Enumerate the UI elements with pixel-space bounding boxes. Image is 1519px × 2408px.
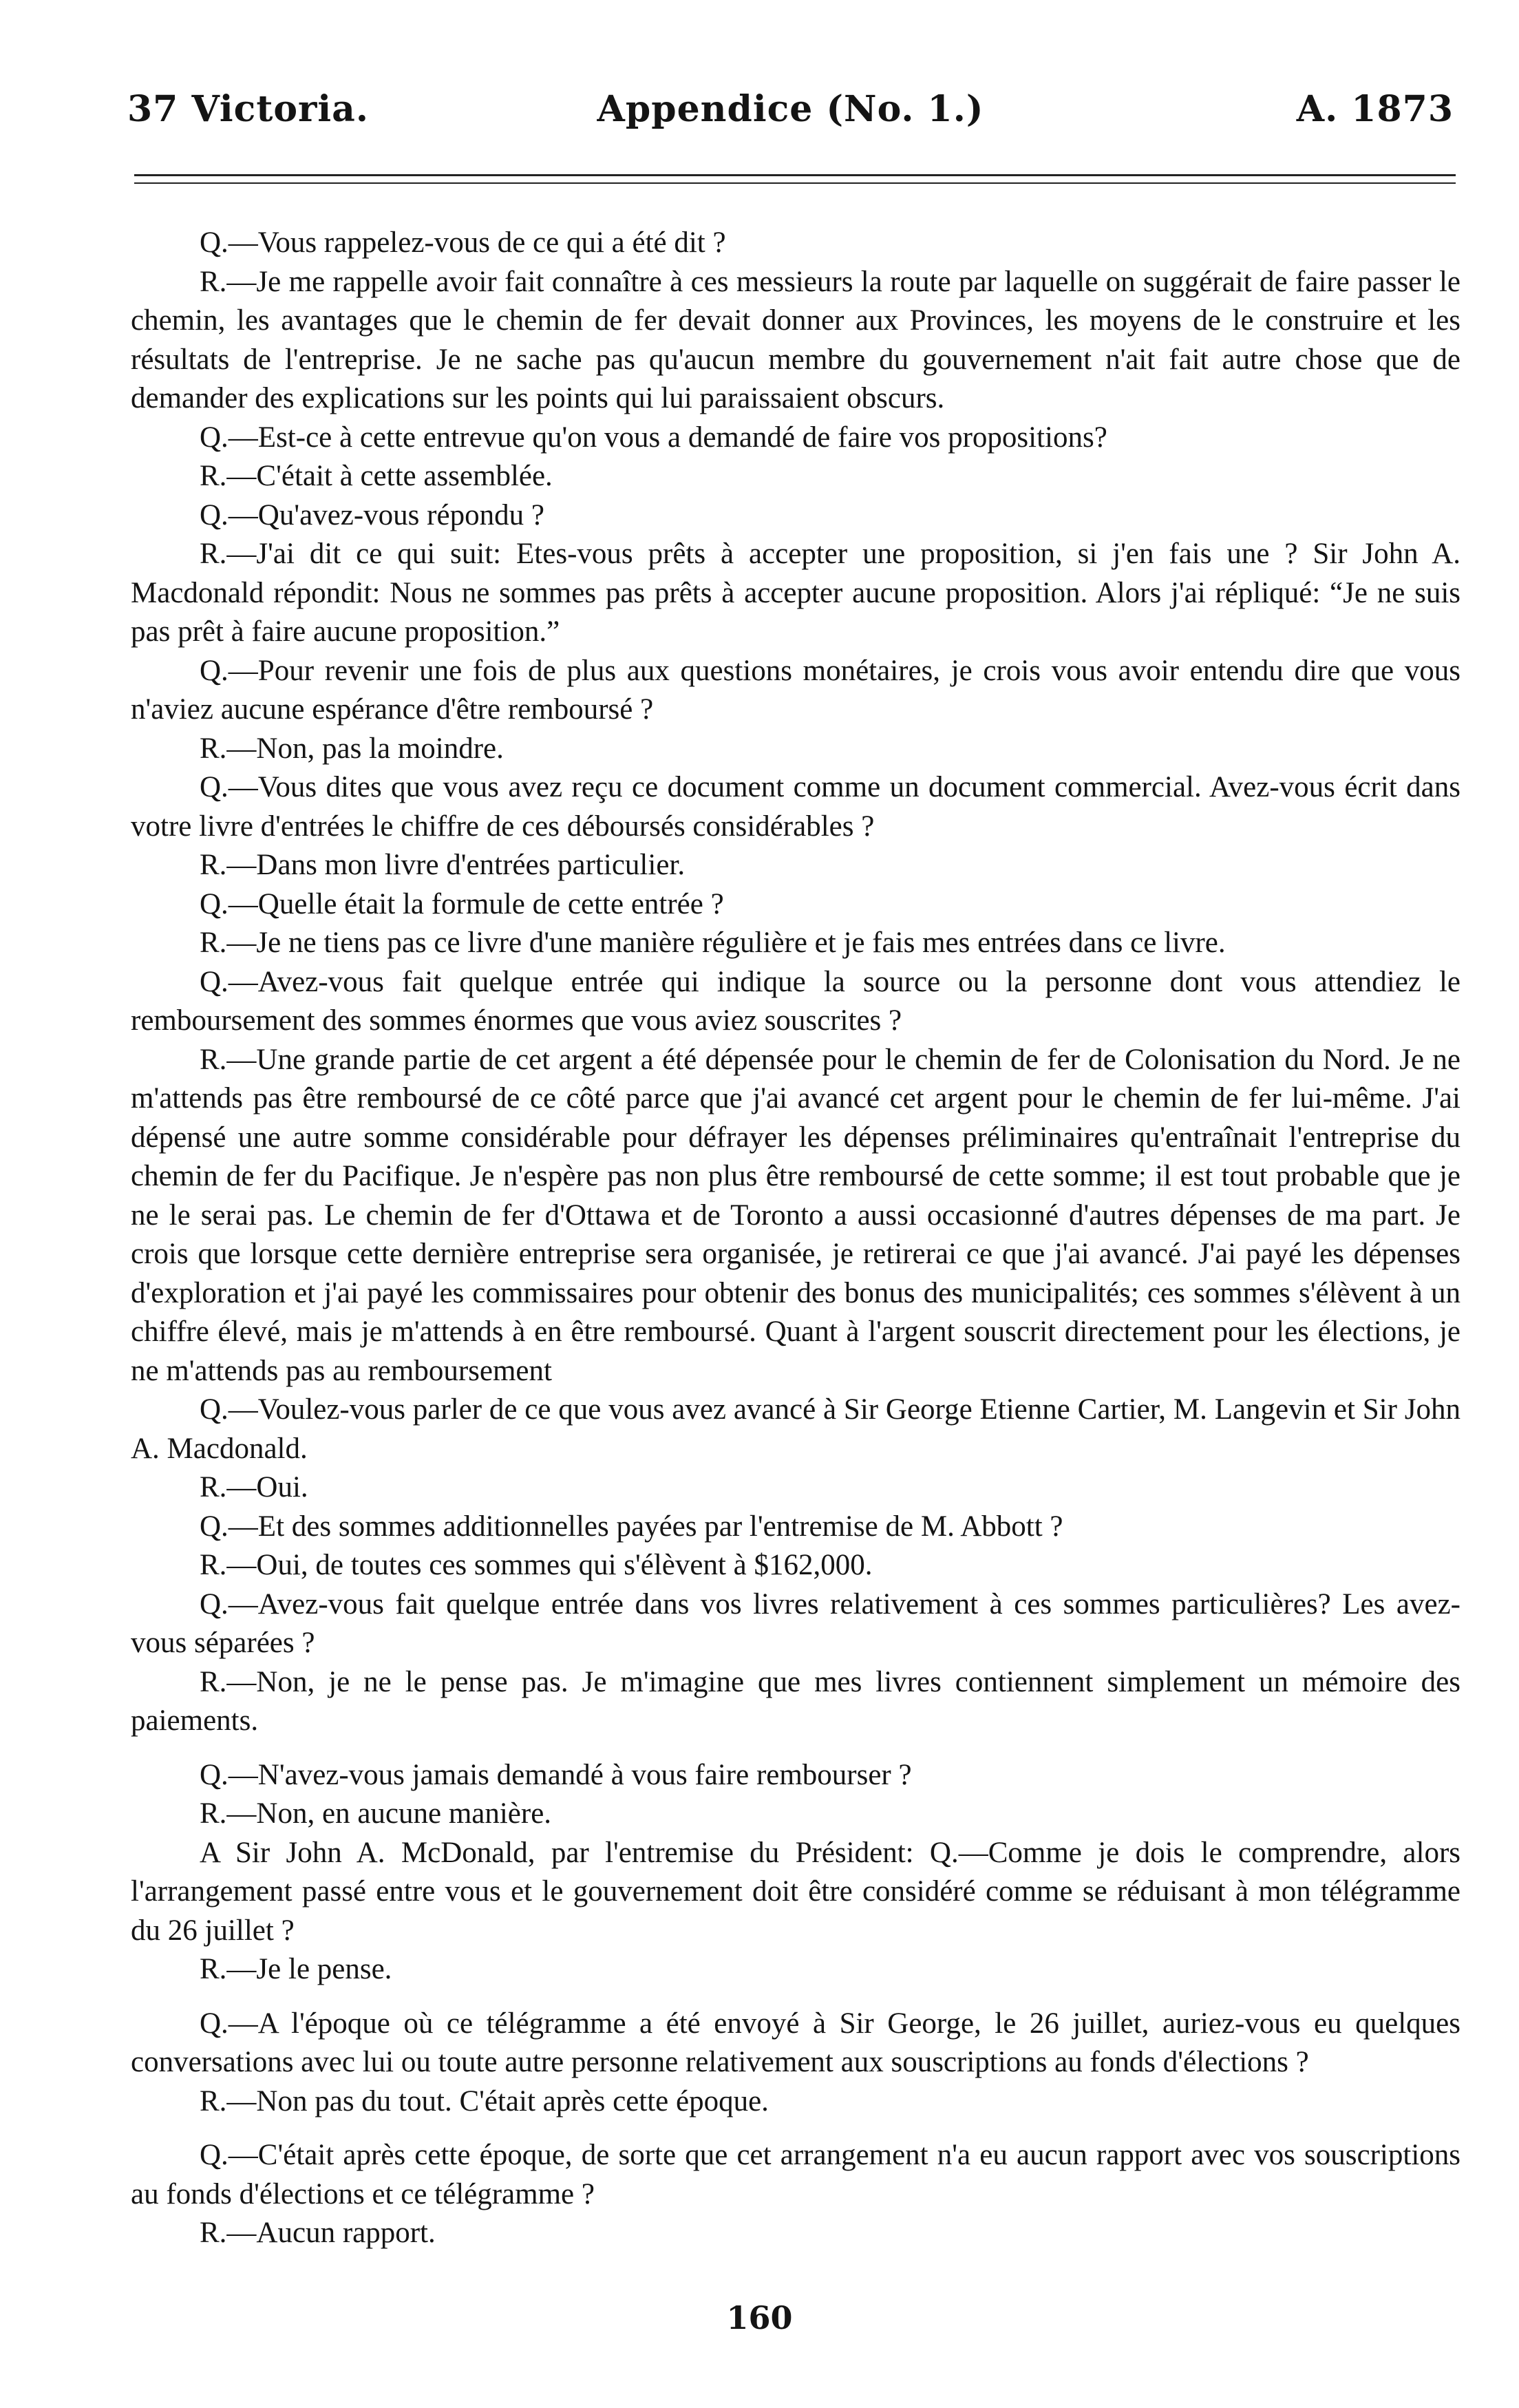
paragraph: Q.—Qu'avez-vous répondu ? <box>200 498 544 531</box>
paragraph: R.—Non, je ne le pense pas. Je m'imagine que mes livres contiennent simplement un mémoire des paiements. <box>131 1665 1460 1737</box>
page-number: 160 <box>726 2299 793 2336</box>
paragraph: Q.—Vous dites que vous avez reçu ce document comme un document commercial. Avez-vous écrit dans votre livre d'entrées le chiffre de ces déboursés considérables ? <box>131 771 1460 843</box>
header-year: A. 1873 <box>1296 88 1454 130</box>
header-rule-top <box>134 174 1456 176</box>
paragraph: Q.—Pour revenir une fois de plus aux questions monétaires, je crois vous avoir entendu dire que vous n'aviez aucune espérance d'être remboursé ? <box>131 654 1460 726</box>
paragraph: R.—Dans mon livre d'entrées particulier. <box>200 849 686 881</box>
paragraph: Q.—N'avez-vous jamais demandé à vous faire rembourser ? <box>200 1758 912 1791</box>
header-appendix: Appendice (No. 1.) <box>597 88 984 130</box>
testimony-body <box>131 224 1460 2253</box>
paragraph: Q.—Avez-vous fait quelque entrée dans vos livres relativement à ces sommes particulières? Les avez-vous séparées ? <box>131 1587 1460 1659</box>
paragraph: R.—C'était à cette assemblée. <box>200 460 553 492</box>
paragraph: R.—Je le pense. <box>200 1953 392 1985</box>
paragraph: R.—Je me rappelle avoir fait connaître à ces messieurs la route par laquelle on suggérait de faire passer le chemin, les avantages que le chemin de fer devait donner aux Provinces, les moyens de le construire et les résultats de l'entreprise. Je ne sache pas qu'aucun membre du gouvernement n'ait fait autre chose que de demander des explications sur les points qui lui paraissaient obscurs. <box>131 265 1460 414</box>
header-session: 37 Victoria. <box>127 88 369 130</box>
paragraph: Q.—Est-ce à cette entrevue qu'on vous a demandé de faire vos propositions? <box>200 421 1107 454</box>
paragraph: R.—Non, en aucune manière. <box>200 1797 552 1830</box>
paragraph: Q.—Voulez-vous parler de ce que vous avez avancé à Sir George Etienne Cartier, M. Langevin et Sir John A. Macdonald. <box>131 1393 1460 1465</box>
paragraph: Q.—A l'époque où ce télégramme a été envoyé à Sir George, le 26 juillet, auriez-vous eu quelques conversations avec lui ou toute autre personne relativement aux souscriptions au fonds d'élections ? <box>131 2007 1460 2078</box>
paragraph: R.—J'ai dit ce qui suit: Etes-vous prêts à accepter une proposition, si j'en fais une ? Sir John A. Macdonald répondit: Nous ne sommes pas prêts à accepter aucune proposition. Alors j'ai répliqué: “Je ne suis pas prêt à faire aucune proposition.” <box>131 538 1460 648</box>
paragraph: R.—Non pas du tout. C'était après cette époque. <box>200 2084 769 2117</box>
paragraph: A Sir John A. McDonald, par l'entremise du Président: Q.—Comme je dois le comprendre, alors l'arrangement passé entre vous et le gouvernement doit être considéré comme se réduisant à mon télégramme du 26 juillet ? <box>131 1836 1460 1947</box>
paragraph: R.—Non, pas la moindre. <box>200 732 504 765</box>
paragraph: Q.—Avez-vous fait quelque entrée qui indique la source ou la personne dont vous attendiez le remboursement des sommes énormes que vous aviez souscrites ? <box>131 965 1460 1037</box>
paragraph: Q.—Vous rappelez-vous de ce qui a été dit ? <box>200 226 726 259</box>
running-header <box>127 88 1454 143</box>
paragraph: Q.—Et des sommes additionnelles payées par l'entremise de M. Abbott ? <box>200 1510 1063 1543</box>
paragraph: R.—Oui. <box>200 1471 308 1503</box>
paragraph: R.—Aucun rapport. <box>200 2217 436 2249</box>
paragraph: R.—Je ne tiens pas ce livre d'une manière régulière et je fais mes entrées dans ce livre. <box>200 927 1226 959</box>
paragraph: R.—Une grande partie de cet argent a été dépensée pour le chemin de fer de Colonisation du Nord. Je ne m'attends pas être remboursé de ce côté parce que j'ai avancé cet argent pour le chemin de fer lui-même. J'ai dépensé une autre somme considérable pour défrayer les dépenses préliminaires qu'entraînait l'entreprise du chemin de fer du Pacifique. Je n'espère pas non plus être remboursé de cette somme; il est tout probable que je ne le serai pas. Le chemin de fer d'Ottawa et de Toronto a aussi occasionné d'autres dépenses de ma part. Je crois que lorsque cette dernière entreprise sera organisée, je retirerai ce que j'ai avancé. J'ai payé les dépenses d'exploration et j'ai payé les commissaires pour obtenir des bonus des municipalités; ces sommes s'élèvent à un chiffre élevé, mais je m'attends à en être remboursé. Quant à l'argent souscrit directement pour les élections, je ne m'attends pas au remboursement <box>131 1043 1460 1387</box>
paragraph: Q.—Quelle était la formule de cette entrée ? <box>200 887 724 920</box>
paragraph: Q.—C'était après cette époque, de sorte que cet arrangement n'a eu aucun rapport avec vos souscriptions au fonds d'élections et ce télégramme ? <box>131 2139 1460 2210</box>
paragraph: R.—Oui, de toutes ces sommes qui s'élèvent à $162,000. <box>200 1549 873 1581</box>
header-rule-bottom <box>134 182 1456 184</box>
